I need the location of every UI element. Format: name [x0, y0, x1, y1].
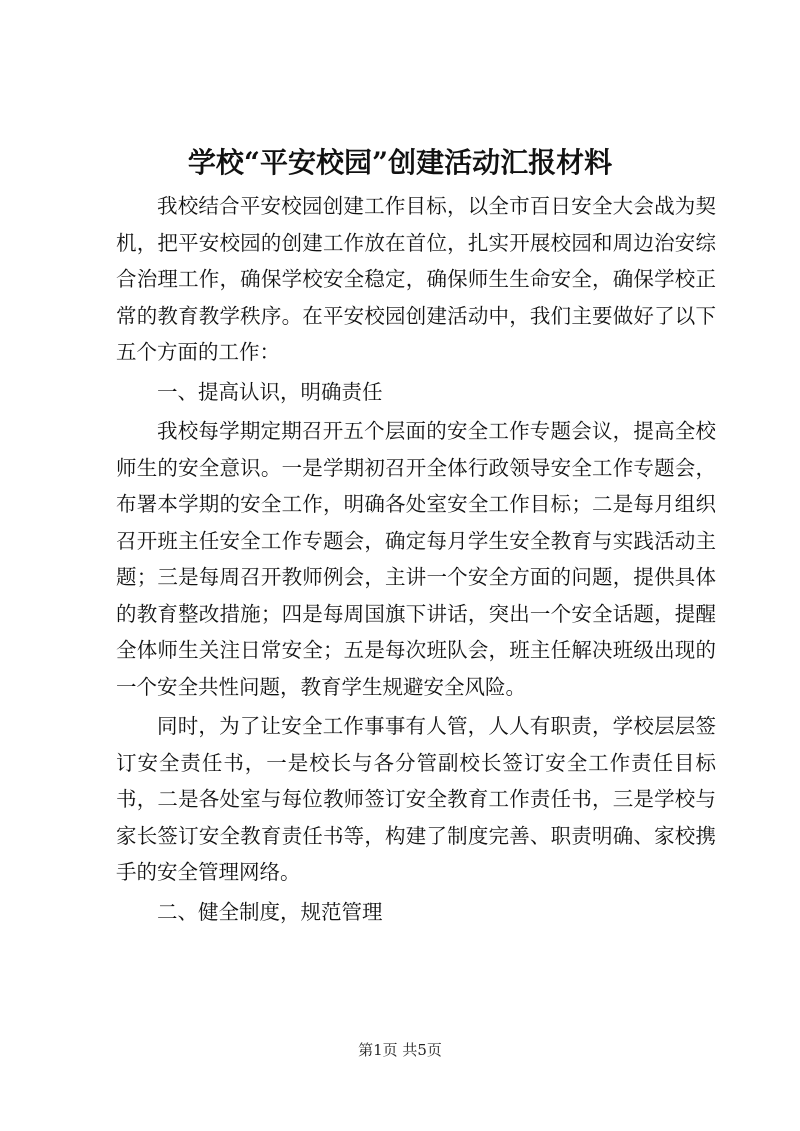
page-number-footer: 第1页 共5页 — [358, 1041, 442, 1059]
section-heading-2: 二、健全制度，规范管理 — [157, 899, 383, 924]
document-body — [116, 188, 716, 930]
document-title: 学校“平安校园”创建活动汇报材料 — [187, 146, 613, 179]
section-1-paragraph-2: 同时，为了让安全工作事事有人管，人人有职责，学校层层签订安全责任书，一是校长与各分管副校长签订安全工作责任目标书，二是各处室与每位教师签订安全教育工作责任书，三是学校与家长签订安全教育责任书等，构建了制度完善、职责明确、家校携手的安全管理网络。 — [116, 714, 716, 884]
section-1-paragraph-1: 我校每学期定期召开五个层面的安全工作专题会议，提高全校师生的安全意识。一是学期初召开全体行政领导安全工作专题会，布署本学期的安全工作，明确各处室安全工作目标；二是每月组织召开班主任安全工作专题会，确定每月学生安全教育与实践活动主题；三是每周召开教师例会，主讲一个安全方面的问题，提供具体的教育整改措施；四是每周国旗下讲话，突出一个安全话题，提醒全体师生关注日常安全；五是每次班队会，班主任解决班级出现的一个安全共性问题，教育学生规避安全风险。 — [116, 419, 716, 699]
intro-paragraph: 我校结合平安校园创建工作目标，以全市百日安全大会战为契机，把平安校园的创建工作放在首位，扎实开展校园和周边治安综合治理工作，确保学校安全稳定，确保师生生命安全，确保学校正常的教育教学秩序。在平安校园创建活动中，我们主要做好了以下五个方面的工作： — [116, 194, 716, 364]
section-heading-1: 一、提高认识，明确责任 — [157, 379, 383, 404]
